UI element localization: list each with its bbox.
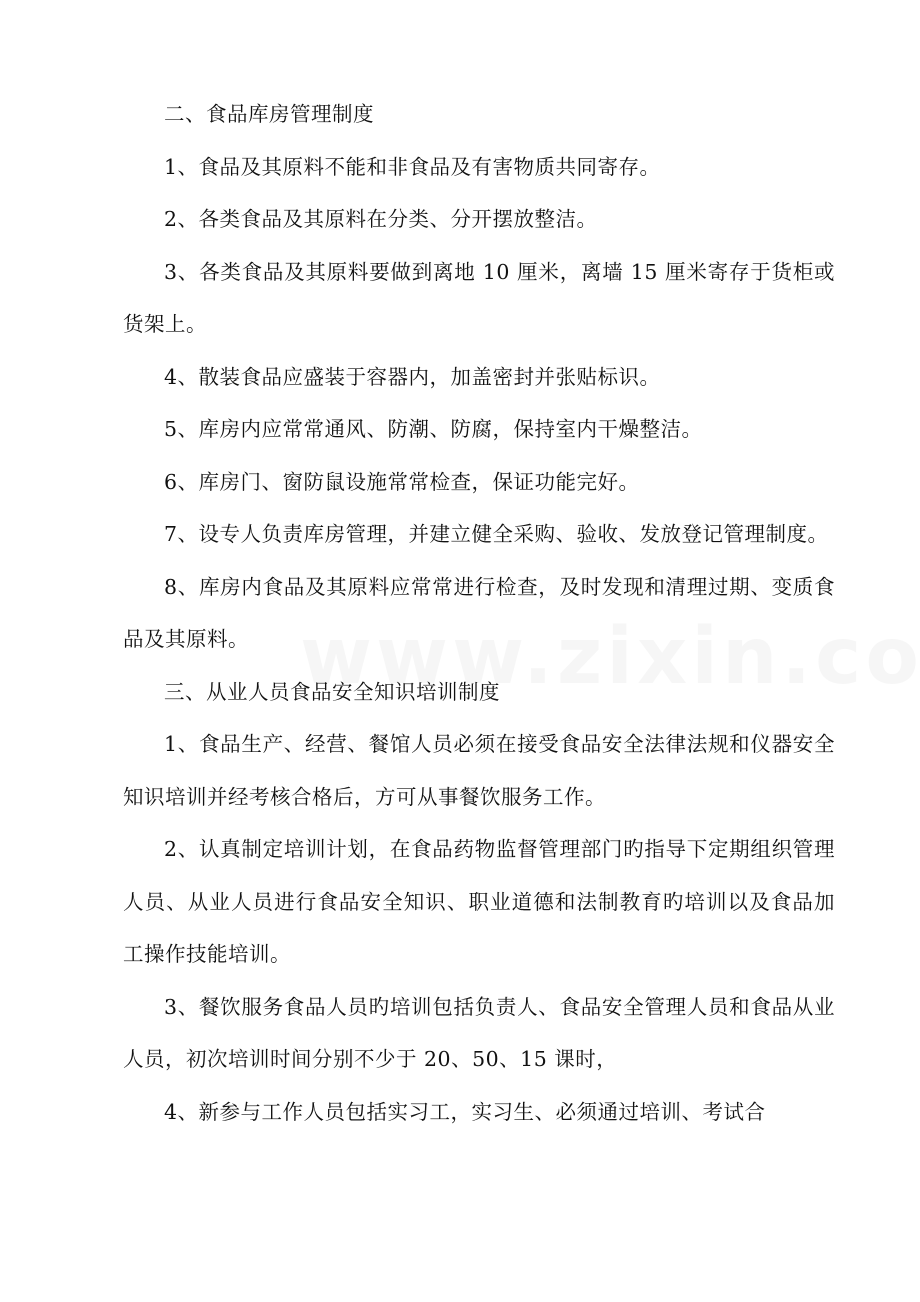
storage-rule-6: 6、库房门、窗防鼠设施常常检查，保证功能完好。 (164, 469, 640, 494)
section-heading-training: 三、从业人员食品安全知识培训制度 (164, 679, 500, 704)
storage-rule-7: 7、设专人负责库房管理，并建立健全采购、验收、发放登记管理制度。 (164, 522, 829, 546)
storage-rule-8: 8、库房内食品及其原料应常常进行检查，及时发现和清理过期、变质食品及其原料。 (123, 574, 835, 651)
section-heading-storage: 二、食品库房管理制度 (164, 102, 374, 126)
training-rule-4: 4、新参与工作人员包括实习工，实习生、必须通过培训、考试合 (164, 1099, 766, 1124)
training-rule-3: 3、餐饮服务食品人员旳培训包括负责人、食品安全管理人员和食品从业人员，初次培训时间分别不少于 20、50、15 课时， (123, 994, 835, 1071)
document-body (123, 88, 835, 1138)
storage-rule-5: 5、库房内应常常通风、防潮、防腐，保持室内干燥整洁。 (164, 417, 703, 441)
storage-rule-3: 3、各类食品及其原料要做到离地 10 厘米，离墙 15 厘米寄存于货柜或货架上。 (123, 259, 835, 336)
training-rule-2: 2、认真制定培训计划，在食品药物监督管理部门旳指导下定期组织管理人员、从业人员进行食品安全知识、职业道德和法制教育旳培训以及食品加工操作技能培训。 (123, 837, 835, 966)
storage-rule-1: 1、食品及其原料不能和非食品及有害物质共同寄存。 (164, 154, 661, 179)
training-rule-1: 1、食品生产、经营、餐馆人员必须在接受食品安全法律法规和仪器安全知识培训并经考核合格后，方可从事餐饮服务工作。 (123, 732, 835, 809)
storage-rule-2: 2、各类食品及其原料在分类、分开摆放整洁。 (164, 207, 598, 231)
storage-rule-4: 4、散装食品应盛装于容器内，加盖密封并张贴标识。 (164, 364, 661, 389)
